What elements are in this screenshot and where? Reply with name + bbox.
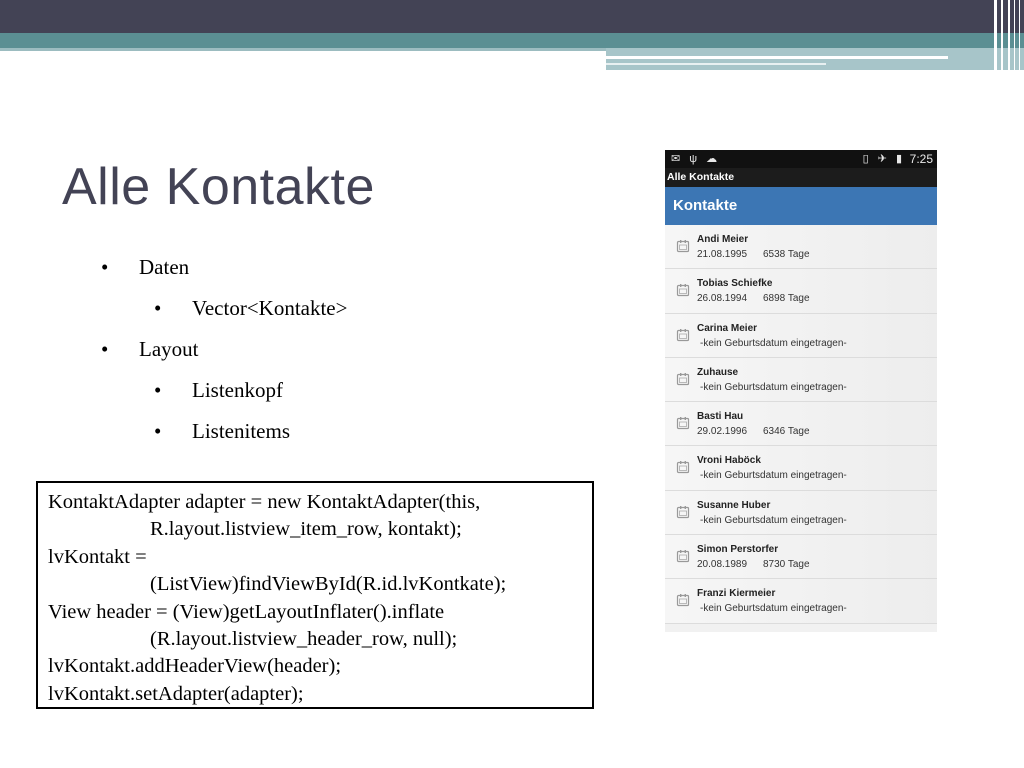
code-snippet-box <box>36 481 594 709</box>
bullet-item <box>154 419 290 444</box>
calendar-icon <box>676 372 690 386</box>
calendar-icon <box>676 416 690 430</box>
contact-birthdate: 29.02.1996 <box>697 426 748 438</box>
contact-name: Zuhause <box>697 366 739 378</box>
contact-days: 6538 Tage <box>763 249 810 260</box>
contact-list-item[interactable] <box>665 402 937 446</box>
contact-list-item[interactable] <box>665 358 937 402</box>
contact-birthdate: 21.08.1995 <box>697 249 748 260</box>
contact-list-item[interactable] <box>665 314 937 358</box>
calendar-icon <box>676 505 690 519</box>
calendar-icon <box>676 283 690 297</box>
contact-birthdate: -kein Geburtsdatum eingetragen- <box>700 603 847 615</box>
code-line: (ListView)findViewById(R.id.lvKontkate); <box>150 573 507 596</box>
bullet-dot: • <box>101 337 109 361</box>
contact-list-item[interactable] <box>665 579 937 623</box>
contact-name: Basti Hau <box>697 411 744 423</box>
code-line: lvKontakt.setAdapter(adapter); <box>48 682 304 705</box>
bullet-item <box>154 378 283 403</box>
top-banner-right-block <box>606 48 1024 70</box>
bullet-dot: • <box>154 296 162 320</box>
contact-name: Carina Meier <box>697 322 758 334</box>
code-line: lvKontakt = <box>48 545 147 568</box>
banner-vertical-line <box>994 0 997 70</box>
contact-name: Simon Perstorfer <box>697 544 779 556</box>
bullet-dot: • <box>154 419 162 443</box>
list-header: Kontakte <box>665 187 937 225</box>
contact-days: 8730 Tage <box>763 559 810 571</box>
bullet-dot: • <box>154 378 162 402</box>
bullet-item <box>101 337 198 362</box>
status-time: 7:25 <box>909 152 933 166</box>
app-title-bar: Alle Kontakte <box>665 168 937 187</box>
contact-birthdate: 20.08.1989 <box>697 559 748 571</box>
banner-vertical-line <box>1014 0 1015 70</box>
contact-days: 6898 Tage <box>763 293 810 305</box>
status-left-icons: ✉ ψ ☁ <box>671 153 721 165</box>
contact-birthdate: -kein Geburtsdatum eingetragen- <box>700 337 847 349</box>
contact-list-item[interactable] <box>665 535 937 579</box>
contact-birthdate: -kein Geburtsdatum eingetragen- <box>700 514 847 526</box>
phone-screenshot <box>665 150 937 632</box>
bullet-item <box>154 296 347 321</box>
contact-name: Andi Meier <box>697 234 749 245</box>
top-banner-line <box>606 56 948 59</box>
calendar-icon <box>676 328 690 342</box>
contact-name: Franzi Kiermeier <box>697 588 776 600</box>
bullet-text: Vector<Kontakte> <box>192 296 348 320</box>
contact-list-item[interactable] <box>665 491 937 535</box>
contact-birthdate: -kein Geburtsdatum eingetragen- <box>700 470 847 482</box>
contact-list[interactable] <box>665 225 937 624</box>
contact-list-item[interactable] <box>665 225 937 269</box>
bullet-text: Listenitems <box>192 419 290 443</box>
contact-birthdate: -kein Geburtsdatum eingetragen- <box>700 381 847 393</box>
contact-days: 6346 Tage <box>763 426 810 438</box>
contact-birthdate: 26.08.1994 <box>697 293 748 305</box>
contact-name: Tobias Schiefke <box>697 278 773 290</box>
code-line: View header = (View)getLayoutInflater().inflate <box>48 600 445 623</box>
contact-name: Susanne Huber <box>697 499 771 511</box>
bullet-text: Listenkopf <box>192 378 283 402</box>
contact-name: Vroni Haböck <box>697 455 761 467</box>
calendar-icon <box>676 593 690 607</box>
calendar-icon <box>676 460 690 474</box>
bullet-text: Layout <box>139 337 199 361</box>
contact-list-item[interactable] <box>665 446 937 490</box>
code-line: (R.layout.listview_header_row, null); <box>150 628 458 651</box>
contact-list-item[interactable] <box>665 269 937 313</box>
slide-title: Alle Kontakte <box>62 158 375 216</box>
banner-vertical-line <box>1019 0 1020 70</box>
top-banner-teal <box>0 33 1024 48</box>
top-banner-dark <box>0 0 1024 33</box>
top-banner-line-2 <box>606 63 826 65</box>
banner-vertical-line <box>1001 0 1003 70</box>
code-line: R.layout.listview_item_row, kontakt); <box>150 518 462 541</box>
status-right-icons: ▯ ✈ ▮ <box>862 153 905 165</box>
code-line: KontaktAdapter adapter = new KontaktAdapter(this, <box>48 491 481 513</box>
calendar-icon <box>676 239 690 253</box>
bullet-dot: • <box>101 255 109 279</box>
calendar-icon <box>676 549 690 563</box>
banner-vertical-line <box>1008 0 1010 70</box>
status-bar <box>665 150 937 168</box>
bullet-text: Daten <box>139 255 190 279</box>
code-line: lvKontakt.addHeaderView(header); <box>48 655 342 678</box>
bullet-item <box>101 255 189 280</box>
